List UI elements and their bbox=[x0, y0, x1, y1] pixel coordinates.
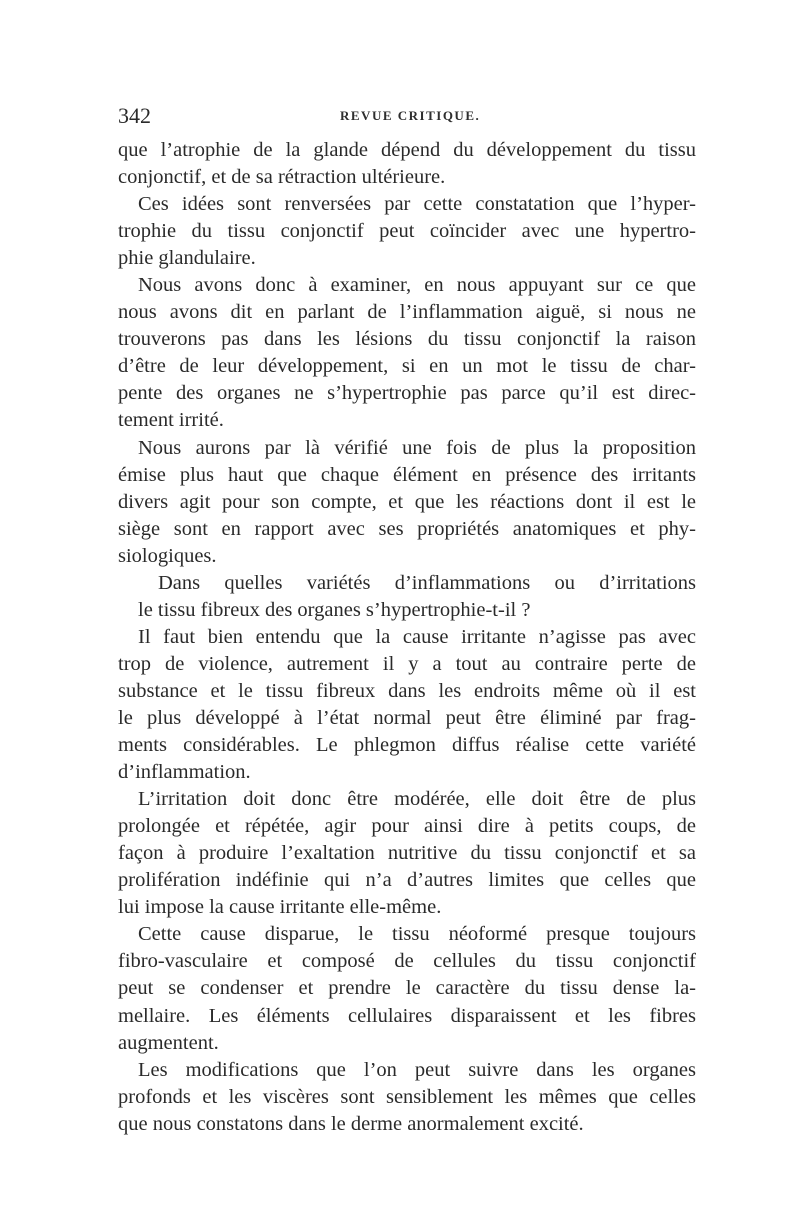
text-line: mellaire. Les éléments cellulaires disparaissent et les fibres bbox=[118, 1004, 696, 1027]
text-line: émise plus haut que chaque élément en présence des irritants bbox=[118, 463, 696, 486]
text-line: d’inflammation. bbox=[118, 761, 251, 784]
paragraph-first-line: Dans quelles variétés d’inflammations ou d’irritations bbox=[158, 571, 696, 594]
paragraph-first-line: Ces idées sont renversées par cette constatation que l’hyper- bbox=[138, 193, 696, 216]
text-line: nous avons dit en parlant de l’inflammation aiguë, si nous ne bbox=[118, 301, 696, 324]
text-line: prolifération indéfinie qui n’a d’autres limites que celles que bbox=[118, 869, 696, 892]
text-line: tement irrité. bbox=[118, 409, 224, 432]
paragraph-first-line: Cette cause disparue, le tissu néoformé presque toujours bbox=[138, 923, 696, 946]
text-line: que l’atrophie de la glande dépend du développement du tissu bbox=[118, 139, 696, 161]
text-line: trop de violence, autrement il y a tout au contraire perte de bbox=[118, 652, 696, 675]
text-line: que nous constatons dans le derme anormalement excité. bbox=[118, 1112, 584, 1135]
body-text bbox=[118, 137, 696, 1138]
text-line: augmentent. bbox=[118, 1031, 219, 1054]
text-line: peut se condenser et prendre le caractère du tissu dense la- bbox=[118, 977, 696, 1000]
text-line: prolongée et répétée, agir pour ainsi dire à petits coups, de bbox=[118, 815, 696, 838]
text-line: ments considérables. Le phlegmon diffus réalise cette variété bbox=[118, 734, 696, 757]
paragraph-first-line: Il faut bien entendu que la cause irritante n’agisse pas avec bbox=[138, 625, 696, 648]
text-line: phie glandulaire. bbox=[118, 247, 256, 270]
paragraph-first-line: L’irritation doit donc être modérée, elle doit être de plus bbox=[138, 788, 696, 811]
text-line: façon à produire l’exaltation nutritive du tissu conjonctif et sa bbox=[118, 842, 696, 865]
text-line: conjonctif, et de sa rétraction ultérieure. bbox=[118, 166, 446, 189]
text-line: trophie du tissu conjonctif peut coïncider avec une hypertro- bbox=[118, 220, 696, 243]
text-line: fibro-vasculaire et composé de cellules du tissu conjonctif bbox=[118, 950, 696, 973]
text-line: siologiques. bbox=[118, 544, 217, 567]
text-line: lui impose la cause irritante elle-même. bbox=[118, 896, 442, 919]
text-line: trouverons pas dans les lésions du tissu conjonctif la raison bbox=[118, 328, 696, 351]
text-line: divers agit pour son compte, et que les réactions dont il est le bbox=[118, 490, 696, 513]
running-head: REVUE CRITIQUE. bbox=[340, 108, 481, 123]
text-line: substance et le tissu fibreux dans les endroits même où il est bbox=[118, 679, 696, 702]
text-line: pente des organes ne s’hypertrophie pas parce qu’il est direc- bbox=[118, 382, 696, 405]
text-line: le plus développé à l’état normal peut être éliminé par frag- bbox=[118, 706, 696, 729]
text-line: le tissu fibreux des organes s’hypertrophie-t-il ? bbox=[138, 598, 531, 621]
page-number: 342 bbox=[118, 103, 151, 128]
paragraph-first-line: Nous avons donc à examiner, en nous appuyant sur ce que bbox=[138, 274, 696, 297]
text-line: siège sont en rapport avec ses propriétés anatomiques et phy- bbox=[118, 517, 696, 540]
text-line: profonds et les viscères sont sensiblement les mêmes que celles bbox=[118, 1085, 696, 1108]
paragraph-first-line: Les modifications que l’on peut suivre dans les organes bbox=[138, 1058, 696, 1081]
text-line: d’être de leur développement, si en un mot le tissu de char- bbox=[118, 355, 696, 378]
page-header bbox=[118, 103, 638, 127]
paragraph-first-line: Nous aurons par là vérifié une fois de plus la proposition bbox=[138, 436, 696, 459]
